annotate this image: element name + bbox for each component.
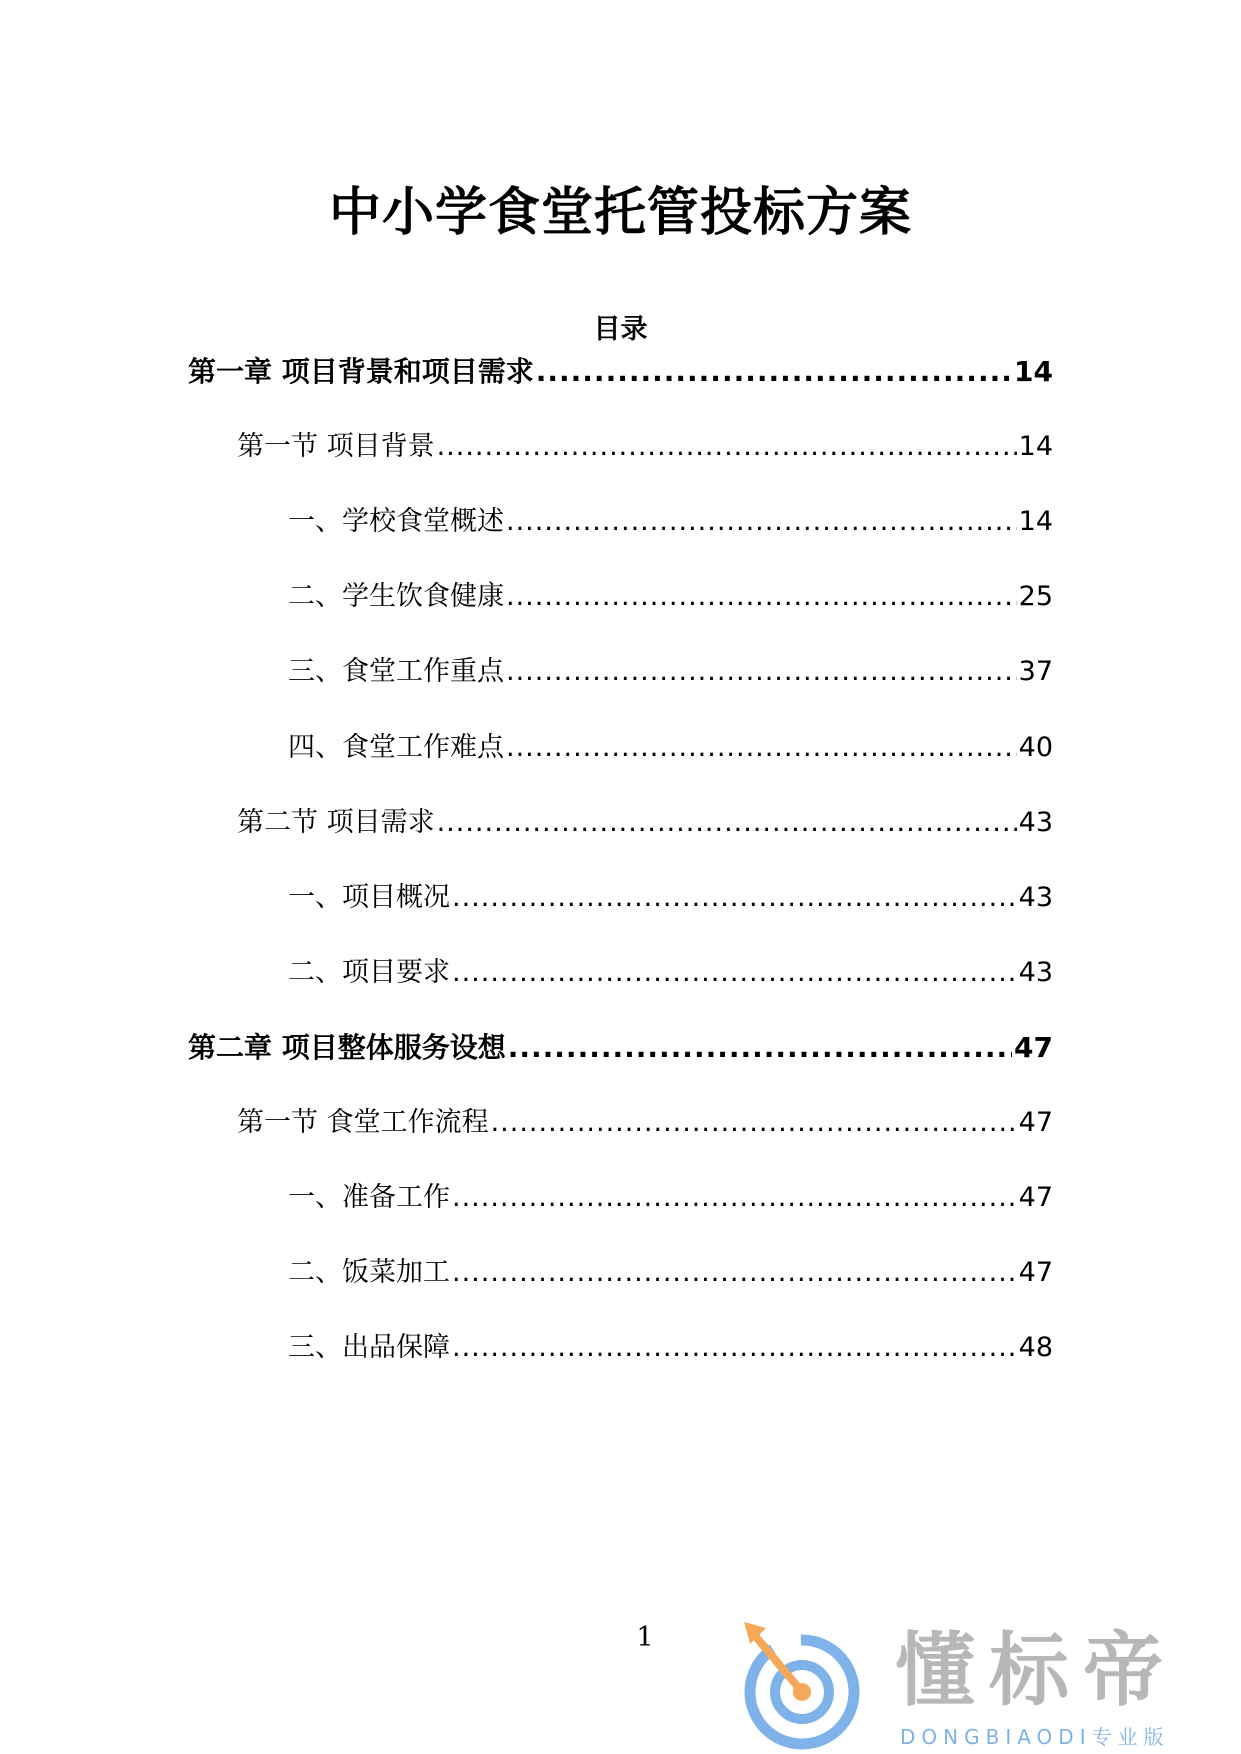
toc-entry[interactable] — [288, 577, 1053, 617]
toc-entry-page: 14 — [1018, 431, 1053, 462]
toc-dot-leader — [452, 878, 1017, 918]
toc-entry[interactable] — [237, 427, 1053, 467]
toc-entry-label: 第一节 项目背景 — [237, 431, 435, 462]
toc-entry-label: 三、食堂工作重点 — [288, 656, 504, 687]
toc-dot-leader — [452, 953, 1017, 993]
toc-entry-label: 第二节 项目需求 — [237, 807, 435, 838]
toc-entry[interactable] — [237, 1103, 1053, 1143]
toc-entry-page: 14 — [1018, 506, 1053, 537]
toc-entry[interactable] — [288, 502, 1053, 542]
toc-entry-label: 二、项目要求 — [288, 957, 450, 988]
watermark-logo — [740, 1618, 1240, 1754]
toc-entry-label: 一、学校食堂概述 — [288, 506, 504, 537]
toc-entry-label: 第一章 项目背景和项目需求 — [188, 355, 534, 388]
toc-entry[interactable] — [288, 1328, 1053, 1368]
toc-entry-page: 47 — [1018, 1107, 1053, 1138]
toc-entry-page: 40 — [1018, 732, 1053, 763]
toc-entry[interactable] — [288, 878, 1053, 918]
toc-dot-leader — [506, 728, 1017, 768]
watermark-edition: 专业版 — [1091, 1725, 1170, 1749]
toc-entry-page: 14 — [1014, 355, 1053, 388]
toc-entry-label: 第二章 项目整体服务设想 — [188, 1031, 506, 1064]
toc-entry-label: 二、饭菜加工 — [288, 1257, 450, 1288]
watermark-brand-name: 懂标帝 — [895, 1624, 1177, 1717]
toc-entry-label: 二、学生饮食健康 — [288, 581, 504, 612]
toc-heading: 目录 — [593, 314, 648, 345]
toc-entry-page: 43 — [1018, 807, 1053, 838]
toc-entry-label: 第一节 食堂工作流程 — [237, 1107, 489, 1138]
toc-dot-leader — [452, 1328, 1017, 1368]
toc-dot-leader — [452, 1253, 1017, 1293]
toc-dot-leader — [506, 652, 1017, 692]
toc-entry-label: 一、准备工作 — [288, 1182, 450, 1213]
toc-dot-leader — [508, 1028, 1012, 1068]
toc-entry-page: 47 — [1018, 1257, 1053, 1288]
page-number: 1 — [636, 1622, 654, 1653]
toc-entry[interactable] — [237, 803, 1053, 843]
toc-entry[interactable] — [188, 1028, 1053, 1068]
toc-entry[interactable] — [288, 728, 1053, 768]
toc-dot-leader — [437, 427, 1017, 467]
toc-entry-page: 47 — [1014, 1031, 1053, 1064]
toc-entry-page: 43 — [1018, 957, 1053, 988]
toc-dot-leader — [452, 1178, 1017, 1218]
toc-entry-page: 48 — [1018, 1332, 1053, 1363]
watermark-subtitle — [900, 1724, 1170, 1750]
toc-entry[interactable] — [288, 953, 1053, 993]
toc-dot-leader — [536, 352, 1012, 392]
target-arrow-icon — [740, 1618, 880, 1754]
toc-entry[interactable] — [188, 352, 1053, 392]
toc-entry[interactable] — [288, 1178, 1053, 1218]
toc-entry-page: 47 — [1018, 1182, 1053, 1213]
toc-dot-leader — [491, 1103, 1017, 1143]
toc-dot-leader — [506, 502, 1017, 542]
toc-entry[interactable] — [288, 652, 1053, 692]
toc-entry-page: 43 — [1018, 882, 1053, 913]
toc-entry-page: 25 — [1018, 581, 1053, 612]
toc-entry-label: 四、食堂工作难点 — [288, 732, 504, 763]
watermark-pinyin: DONGBIAODI — [900, 1725, 1092, 1749]
toc-entry-page: 37 — [1018, 656, 1053, 687]
toc-entry-label: 三、出品保障 — [288, 1332, 450, 1363]
document-title: 中小学食堂托管投标方案 — [328, 183, 912, 243]
toc-entry-label: 一、项目概况 — [288, 882, 450, 913]
toc-entry[interactable] — [288, 1253, 1053, 1293]
toc-dot-leader — [437, 803, 1017, 843]
toc-dot-leader — [506, 577, 1017, 617]
